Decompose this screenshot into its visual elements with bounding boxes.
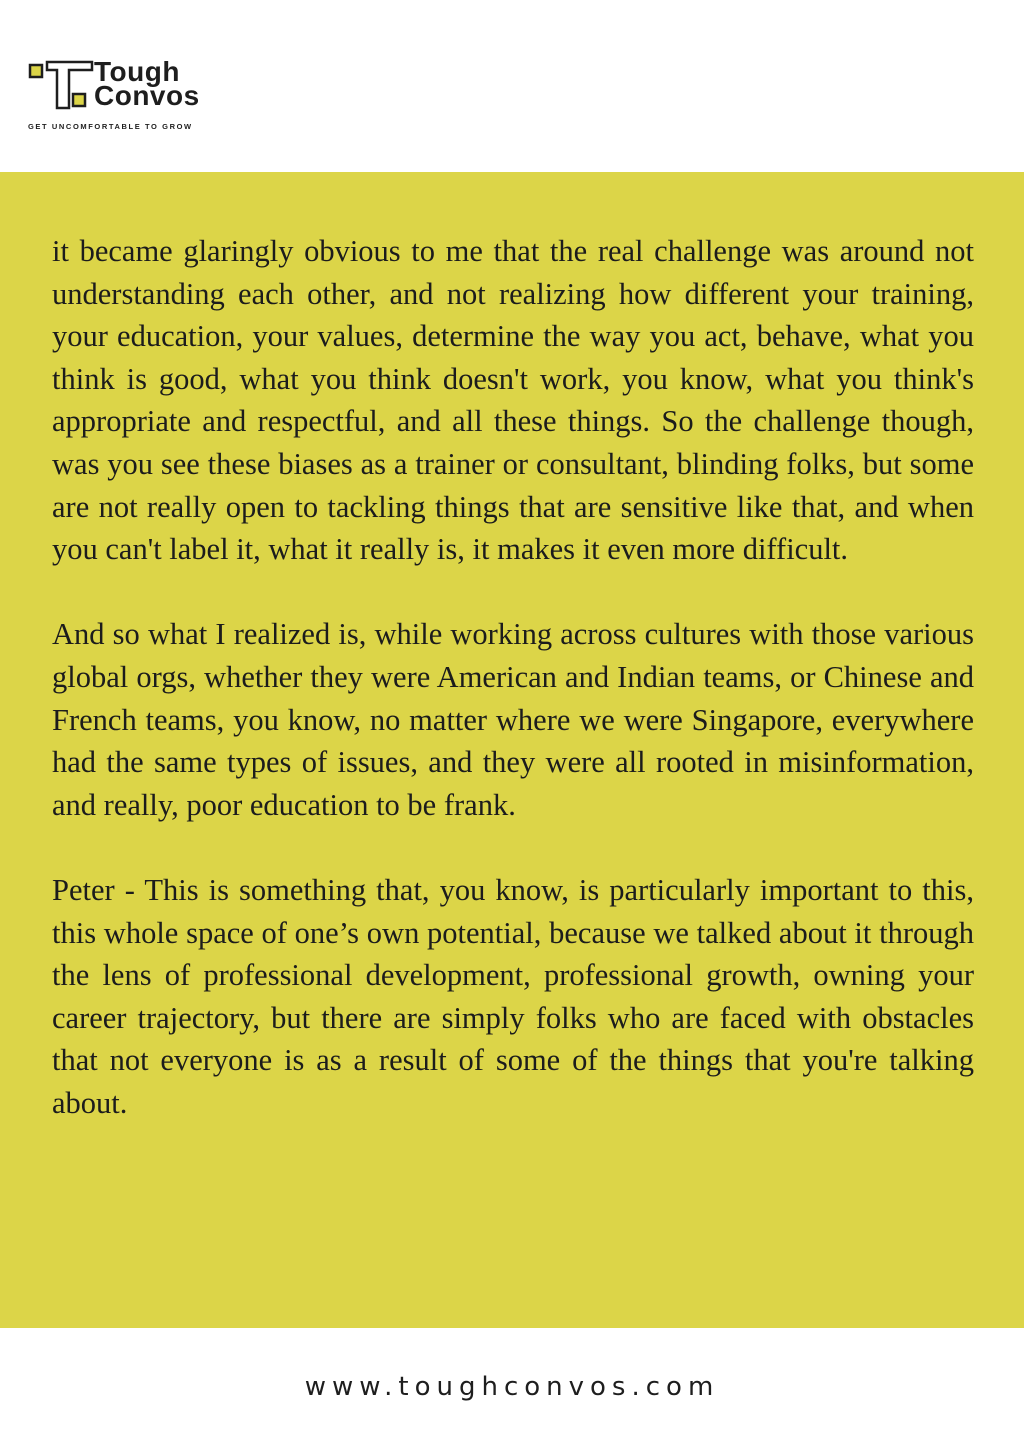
page-header xyxy=(0,0,1024,172)
brand-name-line-1: Tough xyxy=(94,56,180,87)
brand-name-line-2: Convos xyxy=(94,80,200,111)
body-text xyxy=(52,230,974,1167)
website-link[interactable]: www.toughconvos.com xyxy=(304,1372,720,1402)
content-panel xyxy=(0,172,1024,1328)
paragraph-2: And so what I realized is, while working across cultures with those various global orgs, whether they were American and Indian teams, or Chinese and French teams, you know, no matter where we were Singapore, everywhere had the same types of issues, and they were all rooted in misinformation, and really, poor education to be frank. xyxy=(52,617,974,822)
paragraph-3: Peter - This is something that, you know, is particularly important to this, this whole space of one’s own potential, because we talked about it through the lens of professional development, professional growth, owning your career trajectory, but there are simply folks who are faced with obstacles that not everyone is as a result of some of the things that you're talking about. xyxy=(52,872,974,1120)
page-footer xyxy=(0,1328,1024,1448)
brand-name xyxy=(94,56,200,111)
logo-mark-icon xyxy=(28,58,96,114)
paragraph-1: it became glaringly obvious to me that the real challenge was around not understanding each other, and not realizing how different your training, your education, your values, determine the way you act, behave, what you think is good, what you think doesn't work, you know, what you think's appropriate and respectful, and all these things. So the challenge though, was you see these biases as a trainer or consultant, blinding folks, but some are not really open to tackling things that are sensitive like that, and when you can't label it, what it really is, it makes it even more difficult. xyxy=(52,234,974,567)
brand-logo[interactable] xyxy=(28,58,258,138)
brand-tagline: GET UNCOMFORTABLE TO GROW xyxy=(28,122,193,131)
